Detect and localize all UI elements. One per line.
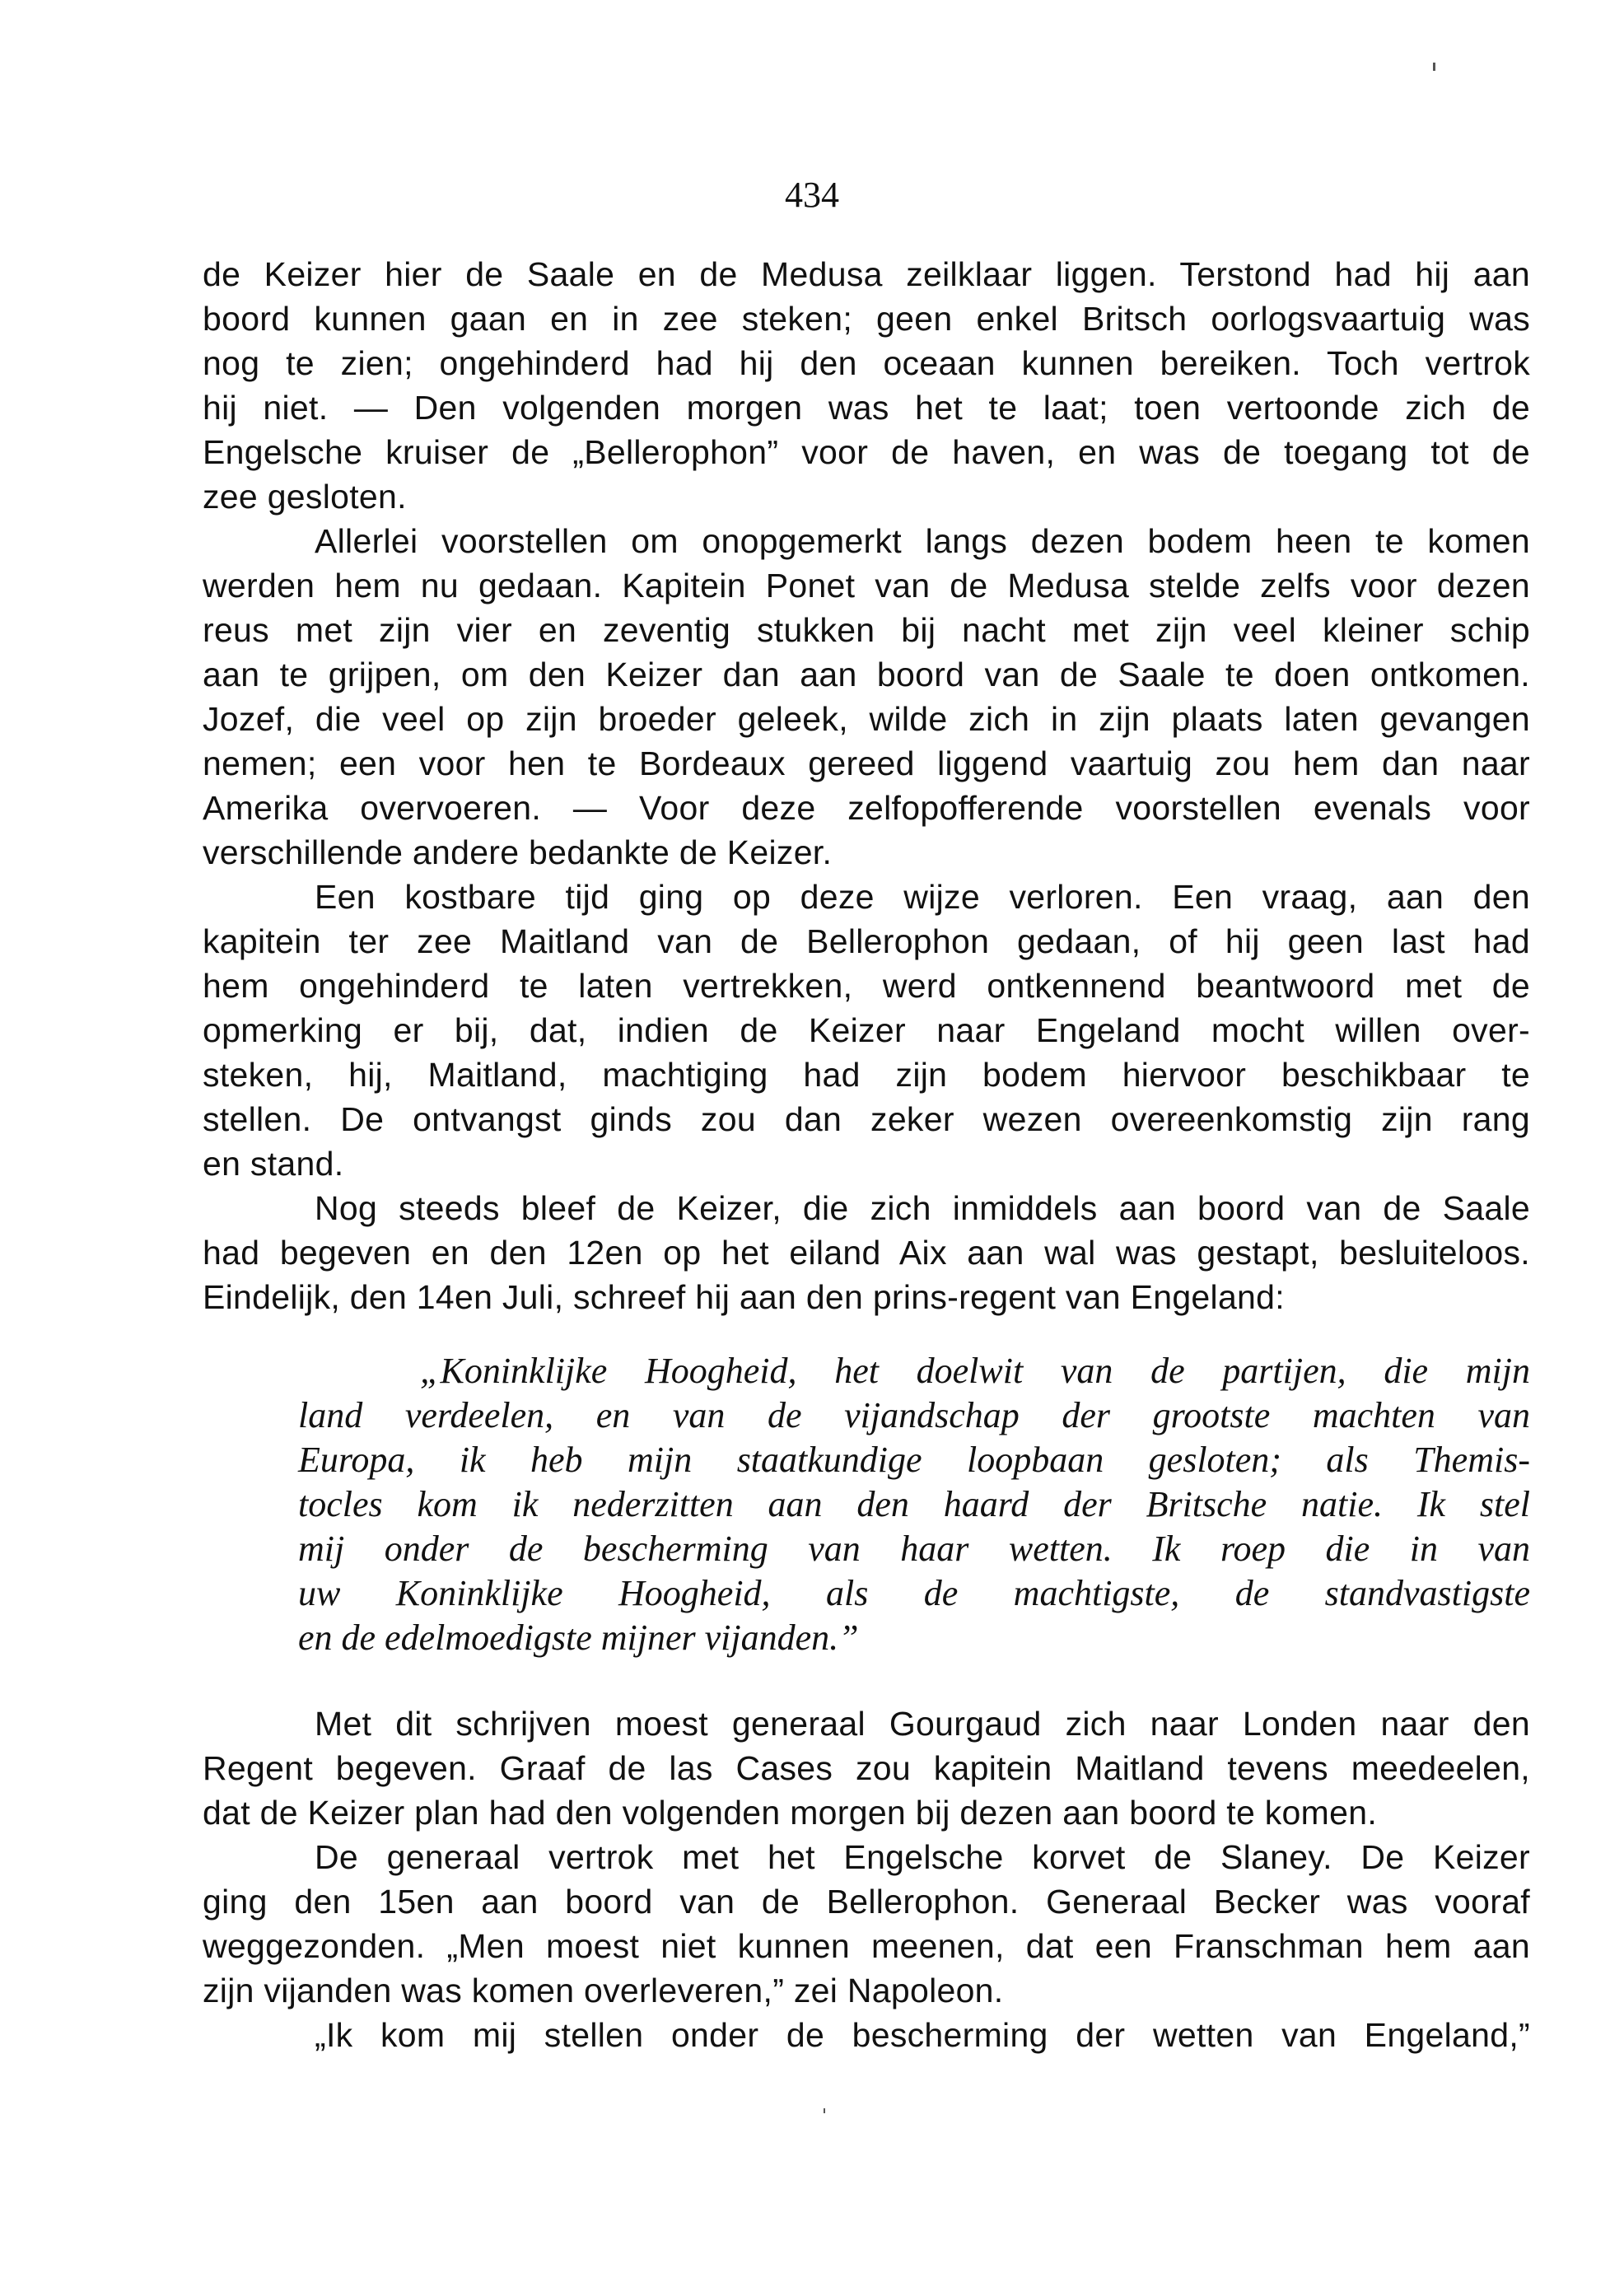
- text-line: hem ongehinderd te laten vertrekken, werd ontkennend beantwoord met de: [203, 967, 1530, 1005]
- text-line: dat de Keizer plan had den volgenden morgen bij dezen aan boord te komen.: [203, 1794, 1378, 1832]
- text-line: steken, hij, Maitland, machtiging had zijn bodem hiervoor beschikbaar te: [203, 1056, 1530, 1094]
- text-line: Regent begeven. Graaf de las Cases zou kapitein Maitland tevens meedeelen,: [203, 1749, 1530, 1787]
- quote-line: en de edelmoedigste mijner vijanden.”: [298, 1617, 859, 1658]
- text-line: verschillende andere bedankte de Keizer.: [203, 833, 833, 871]
- text-line: boord kunnen gaan en in zee steken; geen enkel Britsch oorlogsvaartuig was: [203, 300, 1530, 338]
- text-line: hij niet. — Den volgenden morgen was het te laat; toen vertoonde zich de: [203, 389, 1530, 427]
- quote-line: land verdeelen, en van de vijandschap der grootste machten van: [298, 1395, 1530, 1435]
- text-line: ging den 15en aan boord van de Bellerophon. Generaal Becker was vooraf: [203, 1883, 1530, 1921]
- text-line: kapitein ter zee Maitland van de Bellerophon gedaan, of hij geen last had: [203, 922, 1530, 960]
- text-line: Met dit schrijven moest generaal Gourgaud zich naar Londen naar den: [315, 1705, 1530, 1743]
- text-line: stellen. De ontvangst ginds zou dan zeker wezen overeenkomstig zijn rang: [203, 1100, 1530, 1138]
- text-line: nemen; een voor hen te Bordeaux gereed liggend vaartuig zou hem dan naar: [203, 744, 1530, 782]
- scan-speck: [1433, 63, 1435, 71]
- text-line: werden hem nu gedaan. Kapitein Ponet van de Medusa stelde zelfs voor dezen: [203, 567, 1530, 604]
- scan-speck: [824, 2108, 825, 2113]
- text-line: Allerlei voorstellen om onopgemerkt langs dezen bodem heen te komen: [315, 522, 1530, 560]
- text-line: Engelsche kruiser de „Bellerophon” voor de haven, en was de toegang tot de: [203, 433, 1530, 471]
- text-line: aan te grijpen, om den Keizer dan aan boord van de Saale te doen ontkomen.: [203, 656, 1530, 693]
- text-line: Een kostbare tijd ging op deze wijze verloren. Een vraag, aan den: [315, 878, 1530, 916]
- text-line: nog te zien; ongehinderd had hij den oceaan kunnen bereiken. Toch vertrok: [203, 344, 1530, 382]
- text-line: „Ik kom mij stellen onder de bescherming der wetten van Engeland,”: [315, 2016, 1530, 2054]
- text-line: reus met zijn vier en zeventig stukken bij nacht met zijn veel kleiner schip: [203, 611, 1530, 649]
- quote-line: „Koninklijke Hoogheid, het doelwit van de partijen, die mijn: [420, 1351, 1530, 1391]
- text-line: opmerking er bij, dat, indien de Keizer naar Engeland mocht willen over-: [203, 1011, 1530, 1049]
- quote-line: mij onder de bescherming van haar wetten. Ik roep die in van: [298, 1529, 1530, 1569]
- text-line: Nog steeds bleef de Keizer, die zich inmiddels aan boord van de Saale: [315, 1189, 1530, 1227]
- text-line: had begeven en den 12en op het eiland Aix aan wal was gestapt, besluiteloos.: [203, 1234, 1530, 1272]
- text-line: zijn vijanden was komen overleveren,” zei Napoleon.: [203, 1972, 1004, 2009]
- text-line: en stand.: [203, 1145, 344, 1183]
- text-line: weggezonden. „Men moest niet kunnen meenen, dat een Franschman hem aan: [203, 1927, 1530, 1965]
- quote-line: tocles kom ik nederzitten aan den haard der Britsche natie. Ik stel: [298, 1484, 1530, 1524]
- quote-line: Europa, ik heb mijn staatkundige loopbaan gesloten; als Themis-: [298, 1440, 1530, 1480]
- text-line: de Keizer hier de Saale en de Medusa zeilklaar liggen. Terstond had hij aan: [203, 255, 1530, 293]
- page-number: 434: [785, 175, 839, 215]
- text-line: zee gesloten.: [203, 478, 407, 516]
- text-line: Jozef, die veel op zijn broeder geleek, wilde zich in zijn plaats laten gevangen: [203, 700, 1530, 738]
- quote-line: uw Koninklijke Hoogheid, als de machtigste, de standvastigste: [298, 1573, 1530, 1613]
- text-line: Amerika overvoeren. — Voor deze zelfopofferende voorstellen evenals voor: [203, 789, 1530, 827]
- text-line: Eindelijk, den 14en Juli, schreef hij aan den prins-regent van Engeland:: [203, 1278, 1285, 1316]
- text-line: De generaal vertrok met het Engelsche korvet de Slaney. De Keizer: [315, 1838, 1530, 1876]
